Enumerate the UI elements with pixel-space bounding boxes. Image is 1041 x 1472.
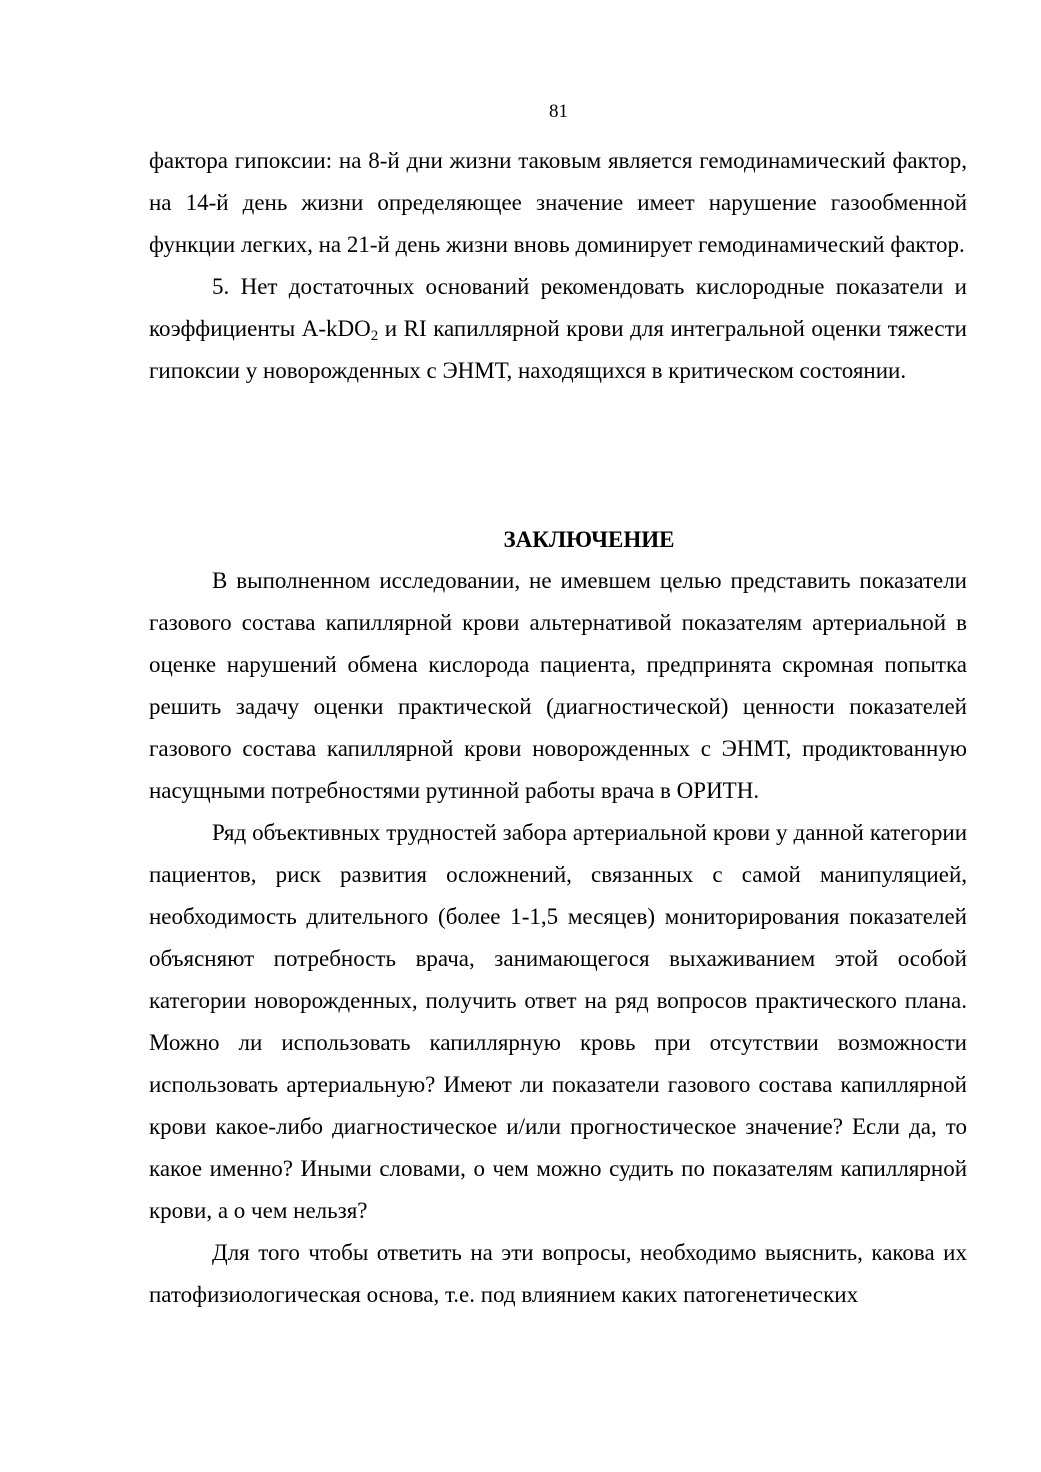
conclusion-paragraph-2: Ряд объективных трудностей забора артериальной крови у данной категории пациентов, риск развития осложнений, связанных с самой манипуляцией, необходимость длительного (более 1-1,5 месяцев) мониторирования показателей объясняют потребность врача, занимающегося выхаживанием этой особой категории новорожденных, получить ответ на ряд вопросов практического плана. Можно ли использовать капиллярную кровь при отсутствии возможности использовать артериальную? Имеют ли показатели газового состава капиллярной крови какое-либо диагностическое и/или прогностическое значение? Если да, то какое именно? Иными словами, о чем можно судить по показателям капиллярной крови, а о чем нельзя? xyxy=(149,820,967,1223)
item5-text-end: и RI капиллярной крови для интегральной оценки тяжести гипоксии у новорожденных с ЭНМТ, находящихся в критическом состоянии. xyxy=(149,316,967,383)
conclusion-paragraph-3: Для того чтобы ответить на эти вопросы, необходимо выяснить, какова их патофизиологическая основа, т.е. под влиянием каких патогенетических xyxy=(149,1240,967,1307)
continued-paragraph: фактора гипоксии: на 8-й дни жизни таковым является гемодинамический фактор, на 14-й день жизни определяющее значение имеет нарушение газообменной функции легких, на 21-й день жизни вновь доминирует гемодинамический фактор. xyxy=(149,148,967,257)
item5-text-start: 5. Нет достаточных оснований рекомендовать кислородные показатели и коэффициенты A-kDO xyxy=(149,274,967,341)
conclusion-item-5 xyxy=(149,266,967,392)
page-number: 81 xyxy=(549,101,568,122)
section-heading: ЗАКЛЮЧЕНИЕ xyxy=(503,527,675,552)
item5-subscript: 2 xyxy=(370,328,379,344)
conclusion-section xyxy=(149,560,967,1316)
conclusion-paragraph-1: В выполненном исследовании, не имевшем целью представить показатели газового состава капиллярной крови альтернативой показателям артериальной в оценке нарушений обмена кислорода пациента, предпринята скромная попытка решить задачу оценки практической (диагностической) ценности показателей газового состава капиллярной крови новорожденных с ЭНМТ, продиктованную насущными потребностями рутинной работы врача в ОРИТН. xyxy=(149,568,967,803)
continued-section xyxy=(149,140,967,392)
